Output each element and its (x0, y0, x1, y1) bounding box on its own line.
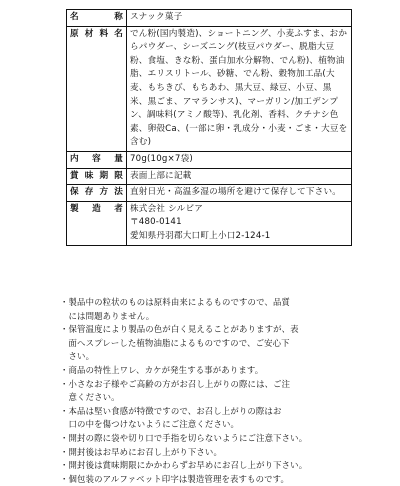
label-row (67, 185, 352, 202)
nutrition-label-table (66, 9, 352, 246)
caution-note-line: ・開封後はお早めにお召し上がり下さい。 (60, 446, 222, 457)
label-row (67, 10, 352, 27)
caution-note-line: 意ください。 (60, 392, 120, 403)
label-row-value: 70g(10g×7袋) (127, 151, 352, 168)
label-row-key: 原材料名 (67, 26, 127, 151)
caution-note-line: ・商品の特性上ワレ、カケが発生する事があります。 (60, 364, 264, 375)
label-row (67, 151, 352, 168)
caution-note-line: 口の中を傷つけないようにご注意ください。 (60, 419, 240, 430)
caution-note-line: さい。 (60, 351, 95, 362)
label-row-value: でん粉(国内製造)、ショートニング、小麦ふすま、おからパウダー、シーズニング(枝豆パウダー、脱脂大豆粉、食塩、きな粉、蛋白加水分解物、でん粉)、植物油脂、エリスリトール、砂糖、でん粉、穀物加工品(大麦、もちきび、もちあわ、黒大豆、緑豆、小豆、黒米、黒ごま、アマランサス)、マーガリン/加工デンプン、調味料(アミノ酸等)、乳化剤、香料、クチナシ色素、卵殻Ca、(一部に卵・乳成分・小麦・ごま・大豆を含む) (127, 26, 352, 151)
label-row-value: 株式会社 シルビア 〒480-0141 愛知県丹羽郡大口町上小口2-124-1 (127, 201, 352, 245)
label-row-value: 表面上部に記載 (127, 168, 352, 185)
label-row-key: 内容量 (67, 151, 127, 168)
caution-note-line: には問題ありません。 (60, 310, 155, 321)
label-row-key: 保存方法 (67, 185, 127, 202)
caution-note-line: ・開封の際に袋や切り口で手指を切らないようにご注意下さい。 (60, 432, 308, 443)
label-rows (67, 10, 352, 246)
caution-note-line: 面へスプレーした植物油脂によるものですので、ご安心下 (60, 337, 290, 348)
caution-note-line: ・個包装のアルファベット印字は製造管理を表すものです。 (60, 473, 289, 484)
label-row (67, 168, 352, 185)
caution-note-line: ・製品中の粒状のものは原料由来によるものですので、品質 (60, 297, 291, 307)
caution-note-line: ・本品は堅い食感が特徴ですので、お召し上がりの際はお (60, 405, 282, 416)
caution-note-line: ・開封後は賞味期限にかかわらずお早めにお召し上がり下さい。 (60, 460, 308, 471)
caution-note-line: ・保管温度により製品の色が白く見えることがありますが、表 (60, 324, 299, 335)
caution-notes (60, 296, 356, 486)
label-row-value: スナック菓子 (127, 10, 352, 27)
label-row-value: 直射日光・高温多湿の場所を避けて保存して下さい。 (127, 185, 352, 202)
label-row-key: 製造者 (67, 201, 127, 245)
label-row (67, 201, 352, 245)
label-row-key: 名 称 (67, 10, 127, 27)
label-row-key: 賞味期限 (67, 168, 127, 185)
label-row (67, 26, 352, 151)
caution-note-line: ・小さなお子様やご高齢の方がお召し上がりの際には、ご注 (60, 378, 291, 389)
